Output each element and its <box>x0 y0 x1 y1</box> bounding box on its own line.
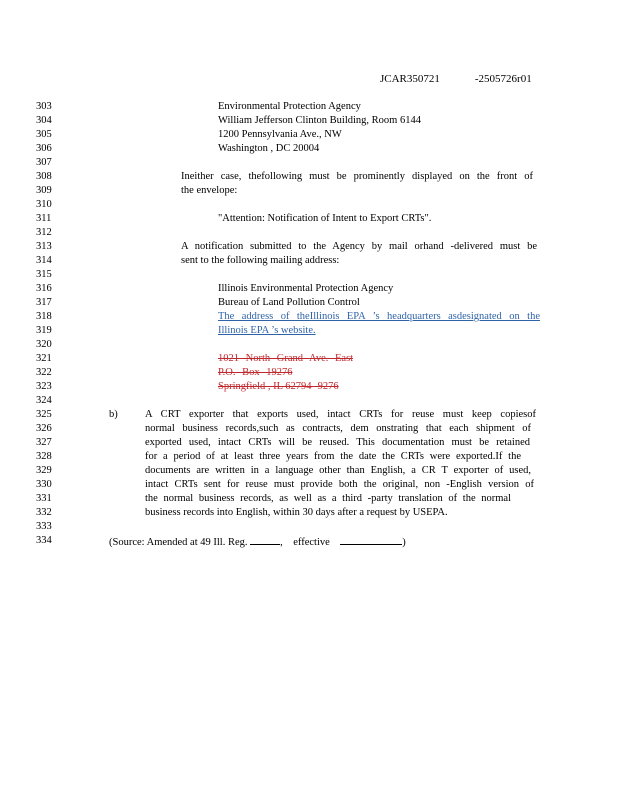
address-federal-line1: Environmental Protection Agency <box>218 101 361 112</box>
line-number: 319 <box>36 325 52 336</box>
source-note-effective: effective <box>293 537 330 548</box>
address-federal-line3: 1200 Pennsylvania Ave., NW <box>218 129 342 140</box>
line-number: 315 <box>36 269 52 280</box>
source-note-comma: , <box>280 537 283 548</box>
deleted-address-line3: Springfield , IL 62794 -9276 <box>218 381 339 392</box>
line-number: 323 <box>36 381 52 392</box>
line-number: 311 <box>36 213 52 224</box>
envelope-paragraph-line2: the envelope: <box>181 185 238 196</box>
line-number: 327 <box>36 437 52 448</box>
line-number: 321 <box>36 353 52 364</box>
source-note-prefix: (Source: Amended at 49 Ill. Reg. <box>109 537 248 548</box>
line-number: 307 <box>36 157 52 168</box>
line-number: 308 <box>36 171 52 182</box>
line-number: 312 <box>36 227 52 238</box>
source-note-suffix: ) <box>402 537 406 548</box>
notification-paragraph-line2: sent to the following mailing address: <box>181 255 340 266</box>
subsection-b-line: exported used, intact CRTs will be reused. This documentation must be retained <box>145 437 530 448</box>
reg-page-blank <box>250 535 280 545</box>
subsection-b-line: A CRT exporter that exports used, intact CRTs for reuse must keep copiesof <box>145 409 536 420</box>
line-number: 317 <box>36 297 52 308</box>
line-number: 318 <box>36 311 52 322</box>
line-number: 306 <box>36 143 52 154</box>
inserted-address-line2: Illinois EPA ’s website. <box>218 325 316 336</box>
deleted-address-line1: 1021 North Grand Ave. East <box>218 353 354 364</box>
subsection-b-line: intact CRTs sent for reuse must provide both the original, non -English version of <box>145 479 534 490</box>
line-number: 330 <box>36 479 52 490</box>
line-number: 320 <box>36 339 52 350</box>
envelope-paragraph-line1: Ineither case, thefollowing must be prominently displayed on the front of <box>181 171 533 182</box>
line-number: 314 <box>36 255 52 266</box>
line-number: 329 <box>36 465 52 476</box>
subsection-b-label: b) <box>109 409 118 420</box>
line-number: 325 <box>36 409 52 420</box>
address-illinois-line2: Bureau of Land Pollution Control <box>218 297 360 308</box>
line-number: 328 <box>36 451 52 462</box>
line-number: 304 <box>36 115 52 126</box>
subsection-b-line: normal business records,such as contracts, dem onstrating that each shipment of <box>145 423 531 434</box>
line-number: 331 <box>36 493 52 504</box>
inserted-address-line1: The address of theIllinois EPA ’s headquarters asdesignated on the <box>218 311 540 322</box>
line-number: 309 <box>36 185 52 196</box>
line-number: 316 <box>36 283 52 294</box>
deleted-address-line2: P.O. Box 19276 <box>218 367 293 378</box>
line-number: 324 <box>36 395 52 406</box>
document-id-header: JCAR350721 -2505726r01 <box>380 73 532 85</box>
line-number: 322 <box>36 367 52 378</box>
address-federal-line4: Washington , DC 20004 <box>218 143 320 154</box>
attention-line: "Attention: Notification of Intent to Export CRTs". <box>218 213 432 224</box>
line-number: 332 <box>36 507 52 518</box>
address-illinois-line1: Illinois Environmental Protection Agency <box>218 283 394 294</box>
subsection-b-line: the normal business records, as well as a third -party translation of the normal <box>145 493 511 504</box>
subsection-b-line: documents are written in a language other than English, a CR T exporter of used, <box>145 465 531 476</box>
subsection-b-line: business records into English, within 30 days after a request by USEPA. <box>145 507 448 518</box>
address-federal-line2: William Jefferson Clinton Building, Room 6144 <box>218 115 421 126</box>
line-number: 333 <box>36 521 52 532</box>
line-number: 334 <box>36 535 52 546</box>
effective-date-blank <box>340 535 402 545</box>
line-number: 303 <box>36 101 52 112</box>
line-number: 310 <box>36 199 52 210</box>
source-note <box>109 535 406 549</box>
subsection-b-line: for a period of at least three years from the date the CRTs were exported.If the <box>145 451 521 462</box>
line-number: 313 <box>36 241 52 252</box>
line-number: 305 <box>36 129 52 140</box>
notification-paragraph-line1: A notification submitted to the Agency by mail orhand -delivered must be <box>181 241 537 252</box>
line-number: 326 <box>36 423 52 434</box>
